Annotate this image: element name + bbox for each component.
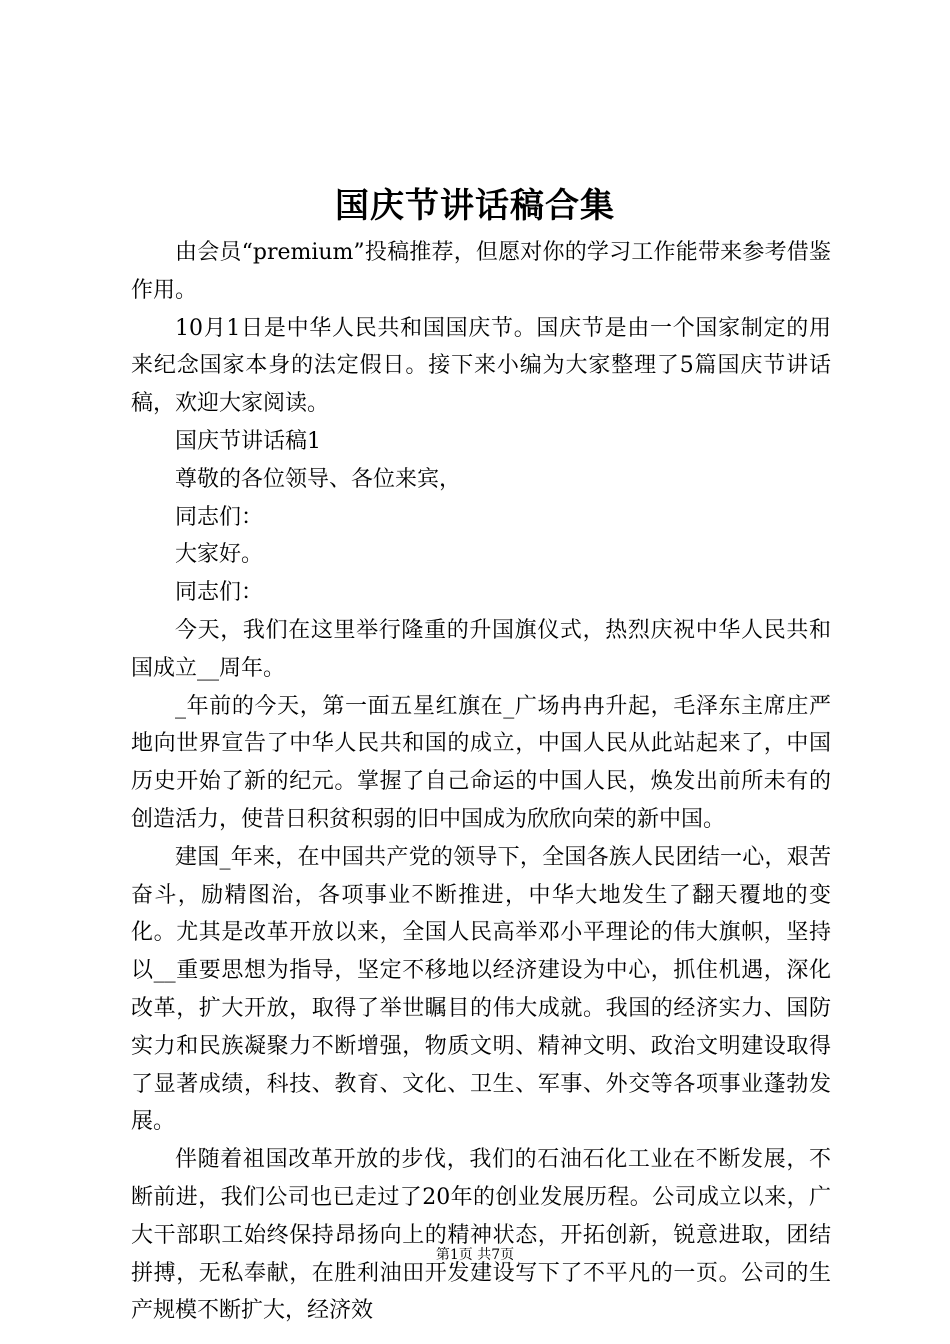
paragraph-company: 伴随着祖国改革开放的步伐，我们的石油石化工业在不断发展，不断前进，我们公司也已走过了20年的创业发展历程。公司成立以来，广大干部职工始终保持昂扬向上的精神状态，开拓创新，锐意进取，团结拼搏，无私奉献，在胜利油田开发建设写下了不平凡的一页。公司的生产规模不断扩大，经济效 (131, 1147, 831, 1324)
salutation-comrades: 同志们： (175, 504, 264, 530)
salutation-leaders: 尊敬的各位领导、各位来宾， (175, 466, 462, 492)
document-body (131, 234, 831, 1330)
paragraph-intro: 由会员“premium”投稿推荐，但愿对你的学习工作能带来参考借鉴作用。 (131, 240, 831, 303)
speech-heading: 国庆节讲话稿1 (175, 428, 321, 454)
salutation-comrades-2: 同志们： (175, 580, 264, 606)
document-title: 国庆节讲话稿合集 (335, 186, 615, 226)
paragraph-ceremony: 今天，我们在这里举行隆重的升国旗仪式，热烈庆祝中华人民共和国成立__周年。 (131, 617, 831, 681)
page-footer: 第1页 共7页 (435, 1247, 515, 1263)
paragraph-history: _年前的今天，第一面五星红旗在_广场冉冉升起，毛泽东主席庄严地向世界宣告了中华人民共和国的成立，中国人民从此站起来了，中国历史开始了新的纪元。掌握了自己命运的中国人民，焕发出前所未有的创造活力，使昔日积贫积弱的旧中国成为欣欣向荣的新中国。 (131, 693, 831, 832)
paragraph-national-day: 10月1日是中华人民共和国国庆节。国庆节是由一个国家制定的用来纪念国家本身的法定假日。接下来小编为大家整理了5篇国庆节讲话稿，欢迎大家阅读。 (131, 315, 831, 417)
greeting: 大家好。 (175, 542, 264, 568)
paragraph-achievements: 建国_年来，在中国共产党的领导下，全国各族人民团结一心，艰苦奋斗，励精图治，各项事业不断推进，中华大地发生了翻天覆地的变化。尤其是改革开放以来，全国人民高举邓小平理论的伟大旗帜，坚持以__重要思想为指导，坚定不移地以经济建设为中心，抓住机遇，深化改革，扩大开放，取得了举世瞩目的伟大成就。我国的经济实力、国防实力和民族凝聚力不断增强，物质文明、精神文明、政治文明建设取得了显著成绩，科技、教育、文化、卫生、军事、外交等各项事业蓬勃发展。 (131, 844, 831, 1135)
